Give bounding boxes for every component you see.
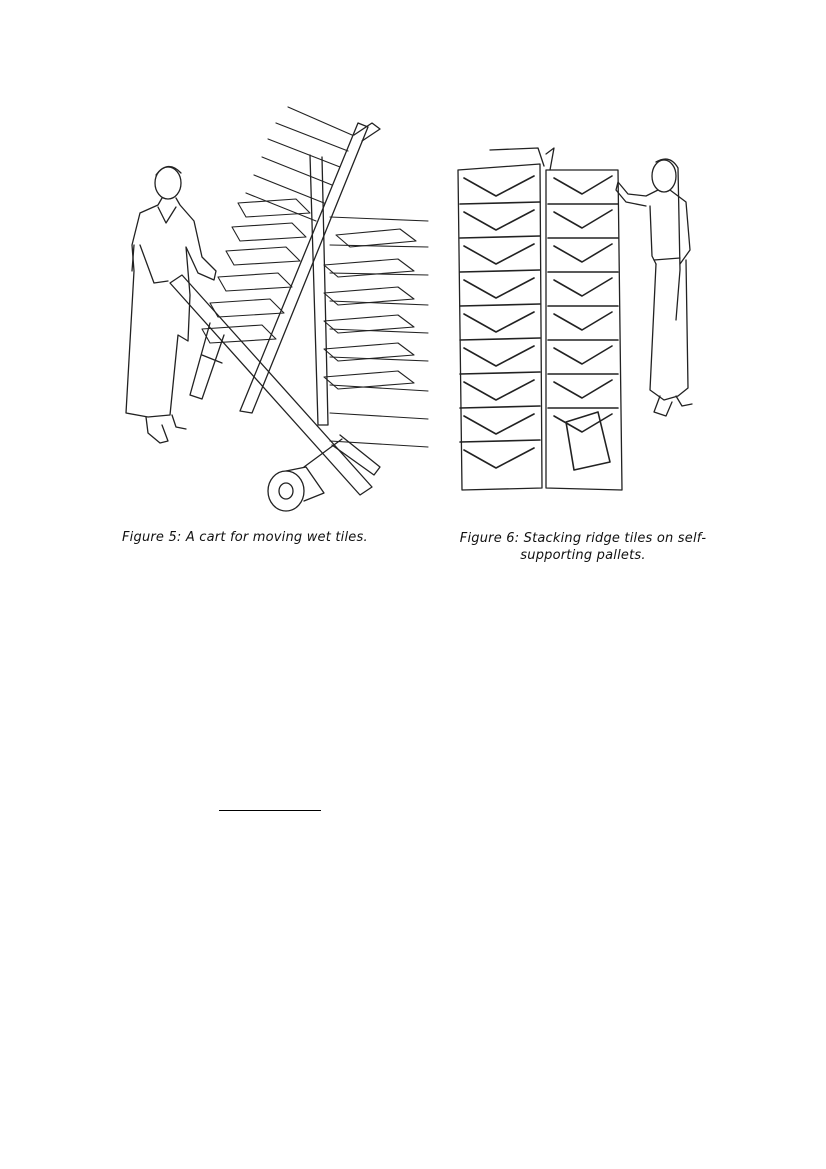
pallet-stack-right xyxy=(546,148,622,490)
footnote-separator xyxy=(219,810,321,811)
tile-cart-illustration xyxy=(110,95,440,515)
ridge-tiles-left xyxy=(460,176,540,468)
cart-frame xyxy=(170,123,380,511)
ridge-tile-stack-illustration xyxy=(450,140,710,500)
worker-figure xyxy=(616,159,692,416)
cart-rods xyxy=(246,107,428,447)
figure-5-caption: Figure 5: A cart for moving wet tiles. xyxy=(122,530,368,545)
wet-tiles-right xyxy=(324,229,416,389)
ridge-tiles-right xyxy=(548,176,618,470)
wet-tiles-left xyxy=(202,199,310,343)
pallet-stack-left xyxy=(458,148,544,490)
worker-figure xyxy=(126,166,216,443)
figure-6-caption: Figure 6: Stacking ridge tiles on self-supporting pallets. xyxy=(459,531,707,563)
